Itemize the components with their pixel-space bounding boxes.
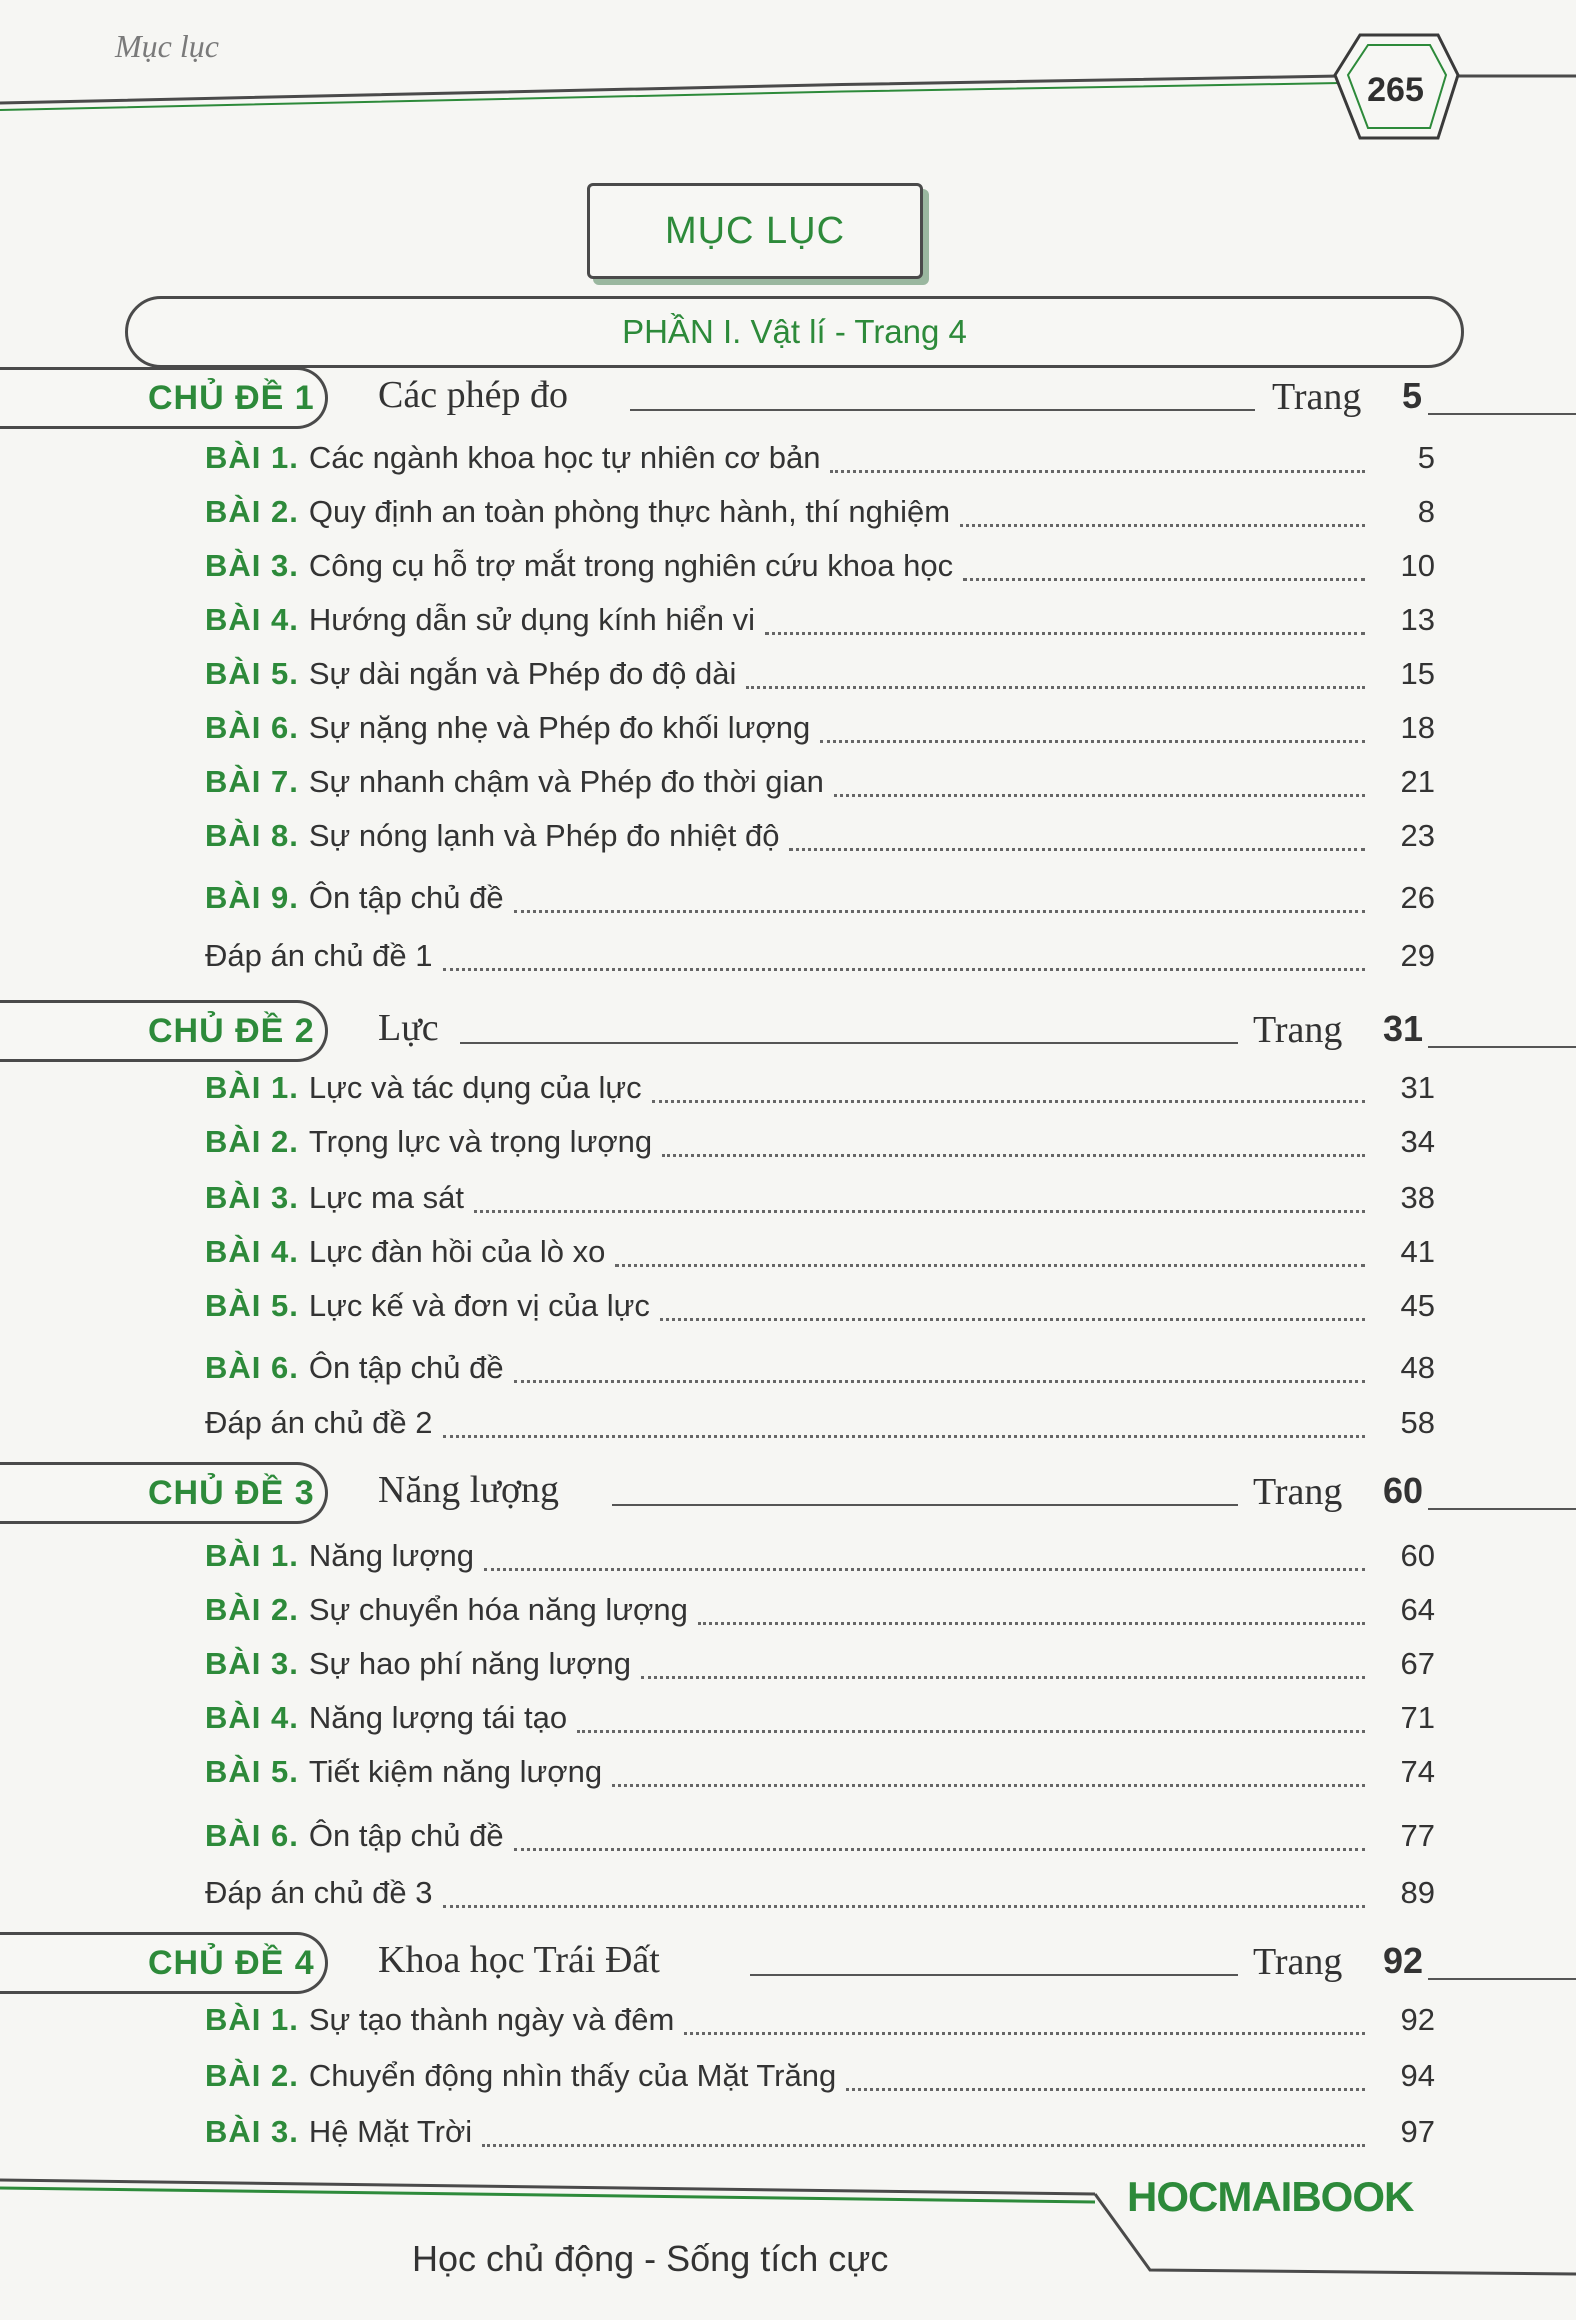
answers-page: 29 — [1400, 938, 1435, 973]
answers-item[interactable] — [205, 938, 1435, 980]
dot-leader — [474, 1210, 1365, 1213]
list-item[interactable] — [205, 1592, 1435, 1634]
lesson-label: BÀI 8. — [205, 818, 299, 853]
list-item[interactable] — [205, 602, 1435, 644]
chapter-tail-rule — [1428, 1978, 1576, 1980]
lesson-title: Năng lượng — [308, 1538, 475, 1573]
lesson-page: 38 — [1400, 1180, 1435, 1215]
trang-label: Trang — [1272, 376, 1362, 418]
list-item[interactable] — [205, 1070, 1435, 1112]
chapter-tail-rule — [1428, 413, 1576, 415]
lesson-title: Lực đàn hồi của lò xo — [308, 1234, 606, 1269]
list-item[interactable] — [205, 1538, 1435, 1580]
list-item[interactable] — [205, 818, 1435, 860]
answers-item[interactable] — [205, 1875, 1435, 1917]
lesson-label: BÀI 6. — [205, 1350, 299, 1385]
lesson-label: BÀI 6. — [205, 710, 299, 745]
lesson-title: Lực kế và đơn vị của lực — [308, 1288, 650, 1323]
trang-label: Trang — [1253, 1009, 1343, 1051]
lesson-label: BÀI 9. — [205, 880, 299, 915]
lesson-title: Sự chuyển hóa năng lượng — [308, 1592, 688, 1627]
lesson-page: 94 — [1400, 2058, 1435, 2093]
list-item[interactable] — [205, 1646, 1435, 1688]
lesson-label: BÀI 4. — [205, 1234, 299, 1269]
lesson-label: BÀI 2. — [205, 1592, 299, 1627]
lesson-label: BÀI 2. — [205, 2058, 299, 2093]
part-label: PHẦN I. Vật lí - Trang 4 — [622, 313, 967, 350]
dot-leader — [514, 1380, 1365, 1383]
lesson-title: Ôn tập chủ đề — [308, 1818, 504, 1853]
lesson-title: Sự nóng lạnh và Phép đo nhiệt độ — [308, 818, 780, 853]
lesson-title: Sự hao phí năng lượng — [308, 1646, 631, 1681]
list-item[interactable] — [205, 440, 1435, 482]
dot-leader — [963, 578, 1365, 581]
lesson-label: BÀI 2. — [205, 494, 299, 529]
dot-leader — [484, 1568, 1365, 1571]
chapter-3-header[interactable] — [0, 1462, 1576, 1532]
lesson-title: Quy định an toàn phòng thực hành, thí nghiệm — [308, 494, 951, 529]
chapter-tail-rule — [1428, 1046, 1576, 1048]
lesson-label: BÀI 1. — [205, 1538, 299, 1573]
lesson-page: 5 — [1417, 440, 1435, 475]
dot-leader — [960, 524, 1365, 527]
lesson-title: Năng lượng tái tạo — [308, 1700, 568, 1735]
list-item[interactable] — [205, 1234, 1435, 1276]
lesson-page: 64 — [1400, 1592, 1435, 1627]
running-head: Mục lục — [115, 28, 219, 64]
lesson-title: Hệ Mặt Trời — [308, 2114, 473, 2149]
dot-leader — [514, 1848, 1365, 1851]
dot-leader — [443, 1905, 1365, 1908]
chapter-tail-rule — [1428, 1508, 1576, 1510]
list-item[interactable] — [205, 1818, 1435, 1860]
chapter-tab: CHỦ ĐỀ 1 — [0, 367, 328, 429]
list-item[interactable] — [205, 1700, 1435, 1742]
dot-leader — [820, 740, 1365, 743]
list-item[interactable] — [205, 2002, 1435, 2044]
answers-title: Đáp án chủ đề 2 — [205, 1405, 433, 1440]
chapter-page: 60 — [1383, 1470, 1424, 1511]
lesson-title: Tiết kiệm năng lượng — [308, 1754, 603, 1789]
lesson-page: 8 — [1417, 494, 1435, 529]
list-item[interactable] — [205, 880, 1435, 922]
chapter-title: Lực — [378, 1007, 439, 1049]
chapter-rule — [460, 1042, 1238, 1044]
list-item[interactable] — [205, 1754, 1435, 1796]
chapter-rule — [612, 1504, 1238, 1506]
lesson-title: Ôn tập chủ đề — [308, 880, 504, 915]
lesson-page: 74 — [1400, 1754, 1435, 1789]
lesson-title: Ôn tập chủ đề — [308, 1350, 504, 1385]
dot-leader — [577, 1730, 1365, 1733]
page-number: 265 — [1367, 70, 1424, 109]
lesson-page: 15 — [1400, 656, 1435, 691]
dot-leader — [443, 968, 1365, 971]
list-item[interactable] — [205, 1180, 1435, 1222]
list-item[interactable] — [205, 548, 1435, 590]
lesson-page: 92 — [1400, 2002, 1435, 2037]
lesson-title: Sự dài ngắn và Phép đo độ dài — [308, 656, 737, 691]
lesson-label: BÀI 1. — [205, 2002, 299, 2037]
lesson-label: BÀI 3. — [205, 1180, 299, 1215]
answers-page: 89 — [1400, 1875, 1435, 1910]
lesson-page: 21 — [1400, 764, 1435, 799]
lesson-page: 77 — [1400, 1818, 1435, 1853]
publisher-logo: HOCMAIBOOK — [1127, 2173, 1414, 2220]
chapter-page: 92 — [1383, 1940, 1424, 1981]
dot-leader — [746, 686, 1365, 689]
dot-leader — [765, 632, 1365, 635]
lesson-page: 18 — [1400, 710, 1435, 745]
lesson-label: BÀI 3. — [205, 1646, 299, 1681]
dot-leader — [684, 2032, 1365, 2035]
dot-leader — [660, 1318, 1365, 1321]
answers-title: Đáp án chủ đề 3 — [205, 1875, 433, 1910]
lesson-title: Chuyển động nhìn thấy của Mặt Trăng — [308, 2058, 837, 2093]
chapter-page: 31 — [1383, 1008, 1424, 1049]
lesson-title: Các ngành khoa học tự nhiên cơ bản — [308, 440, 821, 475]
list-item[interactable] — [205, 710, 1435, 752]
list-item[interactable] — [205, 764, 1435, 806]
list-item[interactable] — [205, 1288, 1435, 1330]
list-item[interactable] — [205, 1350, 1435, 1392]
answers-title: Đáp án chủ đề 1 — [205, 938, 433, 973]
dot-leader — [514, 910, 1365, 913]
chapter-title: Các phép đo — [378, 374, 568, 416]
footer-slogan: Học chủ động - Sống tích cực — [412, 2238, 889, 2279]
lesson-page: 41 — [1400, 1234, 1435, 1269]
trang-label: Trang — [1253, 1941, 1343, 1983]
dot-leader — [615, 1264, 1365, 1267]
chapter-title: Khoa học Trái Đất — [378, 1939, 660, 1981]
chapter-title: Năng lượng — [378, 1469, 560, 1511]
dot-leader — [834, 794, 1365, 797]
lesson-page: 48 — [1400, 1350, 1435, 1385]
lesson-page: 34 — [1400, 1124, 1435, 1159]
lesson-page: 97 — [1400, 2114, 1435, 2149]
chapter-rule — [750, 1974, 1238, 1976]
dot-leader — [482, 2144, 1365, 2147]
dot-leader — [698, 1622, 1365, 1625]
list-item[interactable] — [205, 494, 1435, 536]
lesson-page: 23 — [1400, 818, 1435, 853]
lesson-label: BÀI 5. — [205, 1754, 299, 1789]
lesson-title: Sự nhanh chậm và Phép đo thời gian — [308, 764, 824, 799]
lesson-page: 67 — [1400, 1646, 1435, 1681]
lesson-label: BÀI 2. — [205, 1124, 299, 1159]
lesson-title: Sự tạo thành ngày và đêm — [308, 2002, 675, 2037]
chapter-tab: CHỦ ĐỀ 3 — [0, 1462, 328, 1524]
chapter-tab: CHỦ ĐỀ 2 — [0, 1000, 328, 1062]
lesson-label: BÀI 3. — [205, 548, 299, 583]
dot-leader — [612, 1784, 1365, 1787]
lesson-title: Hướng dẫn sử dụng kính hiển vi — [308, 602, 756, 637]
lesson-title: Sự nặng nhẹ và Phép đo khối lượng — [308, 710, 811, 745]
lesson-label: BÀI 4. — [205, 1700, 299, 1735]
lesson-page: 13 — [1400, 602, 1435, 637]
answers-page: 58 — [1400, 1405, 1435, 1440]
chapter-page: 5 — [1402, 375, 1423, 416]
lesson-page: 10 — [1400, 548, 1435, 583]
lesson-page: 31 — [1400, 1070, 1435, 1105]
dot-leader — [652, 1100, 1365, 1103]
lesson-page: 60 — [1400, 1538, 1435, 1573]
lesson-title: Lực ma sát — [308, 1180, 464, 1215]
chapter-4-header[interactable] — [0, 1932, 1576, 2002]
dot-leader — [641, 1676, 1365, 1679]
dot-leader — [846, 2088, 1365, 2091]
lesson-title: Lực và tác dụng của lực — [308, 1070, 642, 1105]
answers-item[interactable] — [205, 1405, 1435, 1447]
lesson-label: BÀI 6. — [205, 1818, 299, 1853]
chapter-rule — [630, 409, 1255, 411]
lesson-title: Công cụ hỗ trợ mắt trong nghiên cứu khoa học — [308, 548, 954, 583]
dot-leader — [830, 470, 1365, 473]
list-item[interactable] — [205, 1124, 1435, 1166]
lesson-label: BÀI 4. — [205, 602, 299, 637]
chapter-tab: CHỦ ĐỀ 4 — [0, 1932, 328, 1994]
dot-leader — [662, 1154, 1365, 1157]
lesson-label: BÀI 3. — [205, 2114, 299, 2149]
part-heading — [125, 296, 1464, 368]
lesson-page: 71 — [1400, 1700, 1435, 1735]
lesson-label: BÀI 5. — [205, 1288, 299, 1323]
list-item[interactable] — [205, 2058, 1435, 2100]
lesson-label: BÀI 5. — [205, 656, 299, 691]
lesson-page: 45 — [1400, 1288, 1435, 1323]
lesson-label: BÀI 7. — [205, 764, 299, 799]
lesson-page: 26 — [1400, 880, 1435, 915]
toc-title: MỤC LỤC — [587, 183, 923, 279]
chapter-2-header[interactable] — [0, 1000, 1576, 1070]
dot-leader — [443, 1435, 1365, 1438]
trang-label: Trang — [1253, 1471, 1343, 1513]
dot-leader — [789, 848, 1365, 851]
chapter-1-header[interactable] — [0, 367, 1576, 437]
lesson-label: BÀI 1. — [205, 440, 299, 475]
list-item[interactable] — [205, 656, 1435, 698]
lesson-label: BÀI 1. — [205, 1070, 299, 1105]
lesson-title: Trọng lực và trọng lượng — [308, 1124, 653, 1159]
